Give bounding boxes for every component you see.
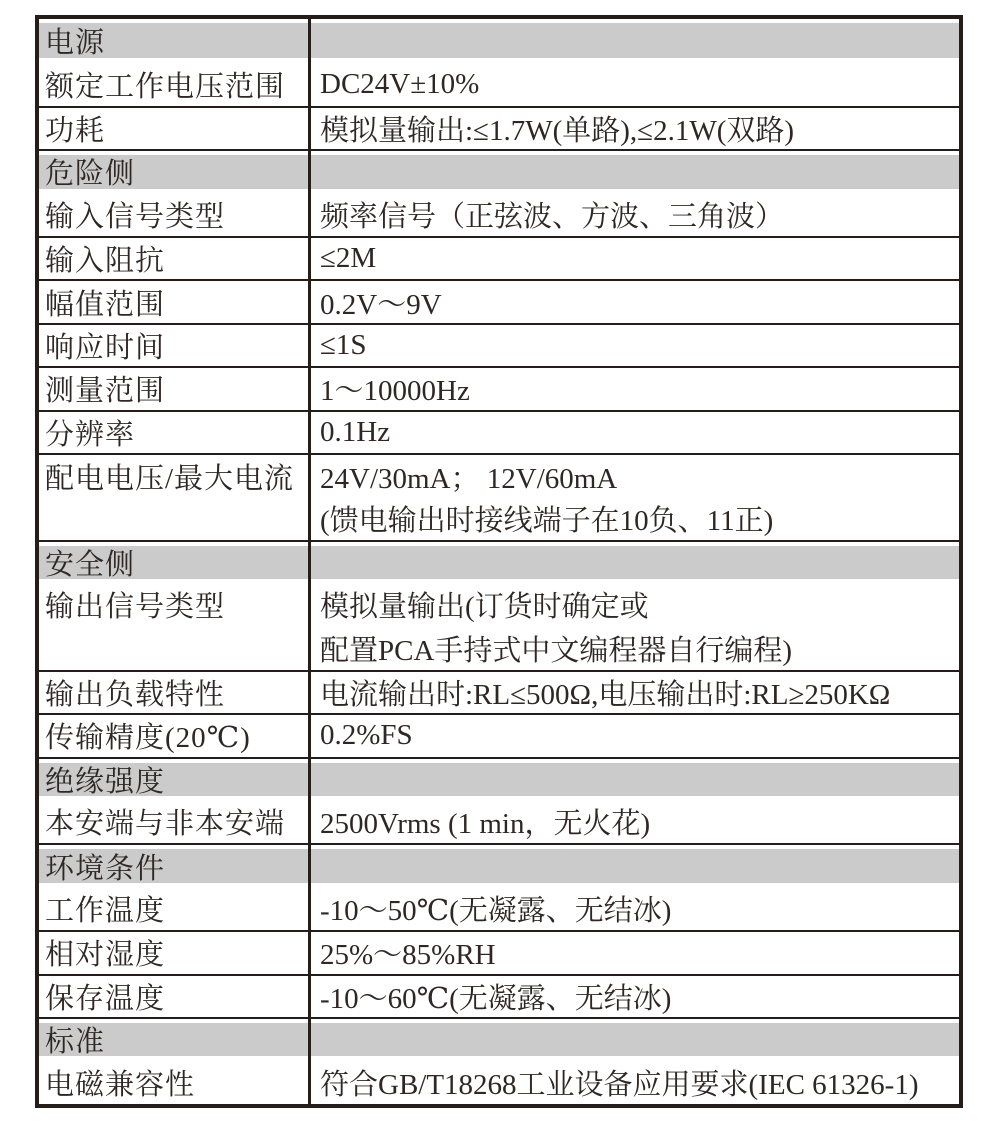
param-value-cell bbox=[311, 759, 959, 800]
section-row bbox=[39, 1017, 959, 1060]
param-name-cell bbox=[39, 62, 311, 105]
param-name-cell bbox=[39, 800, 311, 843]
section-title-cell bbox=[39, 759, 311, 800]
param-value-cell bbox=[311, 108, 959, 149]
param-value-cell bbox=[311, 151, 959, 192]
param-value-text: 0.2%FS bbox=[320, 719, 413, 752]
param-value-text: 24V/30mA； 12V/60mA bbox=[320, 462, 618, 495]
param-name-cell bbox=[39, 672, 311, 713]
table-row bbox=[39, 974, 959, 1017]
param-name-cell bbox=[39, 412, 311, 453]
param-name-text: 测量范围 bbox=[45, 375, 166, 408]
param-value-text: 电流输出时:RL≤500Ω,电压输出时:RL≥250KΩ bbox=[320, 679, 891, 712]
section-title-cell bbox=[39, 19, 311, 62]
param-name-cell bbox=[39, 455, 311, 540]
param-value-text: 1～10000Hz bbox=[320, 375, 470, 408]
param-value-cell bbox=[311, 412, 959, 453]
param-name-text: 配电电压/最大电流 bbox=[45, 463, 295, 496]
table-row bbox=[39, 106, 959, 149]
param-value-text: (馈电输出时接线端子在10负、11正) bbox=[320, 504, 774, 537]
param-value-cell bbox=[311, 542, 959, 583]
param-name-cell bbox=[39, 715, 311, 756]
param-value-cell bbox=[311, 845, 959, 886]
section-row bbox=[39, 19, 959, 62]
spec-table bbox=[35, 15, 963, 1108]
table-row bbox=[39, 1060, 959, 1103]
param-value-text: 2500Vrms (1 min，无火花) bbox=[320, 808, 651, 841]
table-row bbox=[39, 670, 959, 713]
param-name-text: 工作温度 bbox=[45, 895, 166, 928]
param-name-cell bbox=[39, 193, 311, 236]
param-name-cell bbox=[39, 976, 311, 1017]
param-name-text: 额定工作电压范围 bbox=[45, 70, 286, 103]
param-name-text: 相对湿度 bbox=[45, 939, 166, 972]
param-name-cell bbox=[39, 1060, 311, 1103]
param-value-cell bbox=[311, 1060, 959, 1103]
column-divider bbox=[308, 19, 311, 1104]
param-name-cell bbox=[39, 932, 311, 973]
param-name-text: 响应时间 bbox=[45, 331, 166, 364]
param-value-text: 模拟量输出:≤1.7W(单路),≤2.1W(双路) bbox=[320, 114, 795, 147]
param-name-text: 标准 bbox=[45, 1026, 106, 1059]
param-value-text: ≤1S bbox=[320, 328, 367, 361]
param-name-text: 输入阻抗 bbox=[45, 245, 166, 278]
param-value-text: DC24V±10% bbox=[320, 67, 480, 100]
table-row bbox=[39, 366, 959, 409]
section-title-cell bbox=[39, 1019, 311, 1060]
param-name-text: 危险侧 bbox=[45, 158, 136, 191]
table-row bbox=[39, 193, 959, 236]
param-value-text: 0.2V～9V bbox=[320, 288, 442, 321]
param-name-text: 功耗 bbox=[45, 114, 106, 147]
section-title-cell bbox=[39, 151, 311, 192]
param-value-cell bbox=[311, 325, 959, 366]
param-name-text: 安全侧 bbox=[45, 548, 136, 581]
param-value-text: 频率信号（正弦波、方波、三角波） bbox=[320, 200, 785, 233]
param-name-text: 电磁兼容性 bbox=[45, 1068, 196, 1101]
param-value-cell bbox=[311, 368, 959, 409]
param-value-text: 配置PCA手持式中文编程器自行编程) bbox=[320, 634, 793, 667]
section-row bbox=[39, 843, 959, 886]
param-value-cell bbox=[311, 1019, 959, 1060]
table-row bbox=[39, 323, 959, 366]
param-value-cell bbox=[311, 19, 959, 62]
param-value-text: ≤2M bbox=[320, 242, 377, 275]
param-value-cell bbox=[311, 583, 959, 670]
table-row bbox=[39, 800, 959, 843]
param-value-cell bbox=[311, 672, 959, 713]
param-name-cell bbox=[39, 281, 311, 322]
param-name-text: 幅值范围 bbox=[45, 288, 166, 321]
param-name-cell bbox=[39, 583, 311, 670]
param-value-cell bbox=[311, 800, 959, 843]
param-name-text: 电源 bbox=[45, 27, 106, 60]
param-name-text: 传输精度(20℃) bbox=[45, 722, 251, 755]
table-row bbox=[39, 713, 959, 756]
param-name-text: 绝缘强度 bbox=[45, 765, 166, 798]
param-value-cell bbox=[311, 887, 959, 930]
param-name-text: 本安端与非本安端 bbox=[45, 808, 286, 841]
param-name-text: 分辨率 bbox=[45, 418, 136, 451]
param-name-cell bbox=[39, 325, 311, 366]
param-value-text: 模拟量输出(订货时确定或 bbox=[320, 591, 649, 624]
param-value-text: -10～50℃(无凝露、无结冰) bbox=[320, 895, 672, 928]
section-title-cell bbox=[39, 542, 311, 583]
table-body bbox=[39, 19, 959, 1104]
param-name-text: 输出信号类型 bbox=[45, 591, 226, 624]
table-row bbox=[39, 279, 959, 322]
param-value-text: 符合GB/T18268工业设备应用要求(IEC 61326-1) bbox=[320, 1068, 919, 1101]
table-row bbox=[39, 410, 959, 453]
param-name-cell bbox=[39, 887, 311, 930]
param-value-cell bbox=[311, 238, 959, 279]
param-name-cell bbox=[39, 238, 311, 279]
param-value-text: 25%～85%RH bbox=[320, 939, 496, 972]
param-name-cell bbox=[39, 108, 311, 149]
param-name-text: 保存温度 bbox=[45, 982, 166, 1015]
param-value-text: -10～60℃(无凝露、无结冰) bbox=[320, 982, 672, 1015]
param-value-cell bbox=[311, 932, 959, 973]
param-value-cell bbox=[311, 193, 959, 236]
table-row bbox=[39, 930, 959, 973]
param-value-cell bbox=[311, 281, 959, 322]
section-title-cell bbox=[39, 845, 311, 886]
param-value-cell bbox=[311, 976, 959, 1017]
param-name-cell bbox=[39, 368, 311, 409]
table-row bbox=[39, 236, 959, 279]
table-row bbox=[39, 887, 959, 930]
param-value-text: 0.1Hz bbox=[320, 415, 391, 448]
param-name-text: 输出负载特性 bbox=[45, 679, 226, 712]
param-value-cell bbox=[311, 455, 959, 540]
param-name-text: 环境条件 bbox=[45, 852, 166, 885]
section-row bbox=[39, 149, 959, 192]
table-row bbox=[39, 583, 959, 670]
table-row bbox=[39, 453, 959, 540]
param-name-text: 输入信号类型 bbox=[45, 200, 226, 233]
section-row bbox=[39, 540, 959, 583]
section-row bbox=[39, 757, 959, 800]
param-value-cell bbox=[311, 62, 959, 105]
table-row bbox=[39, 62, 959, 105]
param-value-cell bbox=[311, 715, 959, 756]
